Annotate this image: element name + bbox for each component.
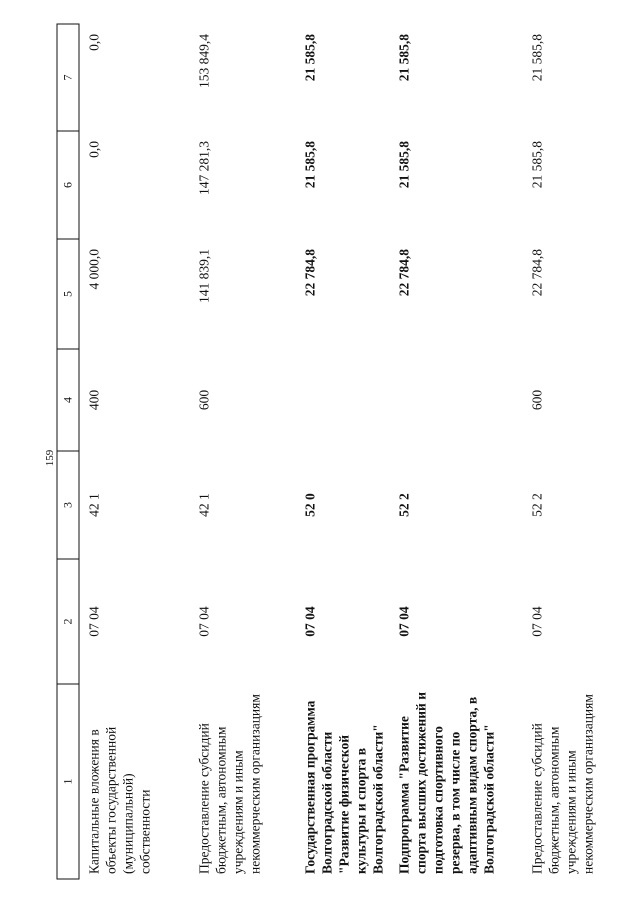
expense-type: 600 [196, 389, 212, 411]
value-col6: 21 585,8 [529, 141, 545, 189]
row-name: Предоставление субсидий бюджетным, автономным учреждениям и иным некоммерческим организациям [196, 694, 263, 874]
budget-table [57, 24, 609, 880]
table-row [79, 24, 190, 879]
target-code: 42 1 [86, 493, 102, 517]
table-row [296, 24, 390, 879]
value-col6: 0,0 [86, 141, 102, 158]
col-header-7: 7 [57, 24, 79, 131]
page-number: 159 [44, 449, 56, 467]
value-col5: 4 000,0 [86, 249, 102, 290]
col-header-1: 1 [57, 684, 79, 879]
value-col5: 22 784,8 [396, 249, 412, 297]
col-header-3: 3 [57, 451, 79, 559]
col-header-2: 2 [57, 559, 79, 684]
value-col6: 147 281,3 [196, 141, 212, 195]
table-row [523, 24, 609, 879]
col-header-6: 6 [57, 131, 79, 239]
row-name: Государственная программа Волгоградской области "Развитие физической культуры и спорта в Волгоградской области" [302, 700, 386, 874]
target-code: 42 1 [196, 493, 212, 517]
value-col7: 21 585,8 [302, 34, 318, 82]
section-code: 07 04 [396, 606, 412, 637]
section-code: 07 04 [196, 606, 212, 637]
row-name: Капитальные вложения в объекты государственной (муниципальной) собственности [86, 726, 153, 874]
target-code: 52 2 [529, 493, 545, 517]
header-row [57, 24, 79, 879]
value-col7: 153 849,4 [196, 34, 212, 88]
expense-type [390, 349, 523, 451]
target-code: 52 0 [302, 493, 318, 517]
expense-type: 600 [529, 389, 545, 411]
row-name: Подпрограмма "Развитие спорта высших достижений и подготовка спортивного резерва, в том числе по адаптивным видам спорта, в Волгоградской области" [396, 692, 497, 874]
table-row [190, 24, 296, 879]
value-col5: 22 784,8 [302, 249, 318, 297]
value-col7: 0,0 [86, 34, 102, 51]
value-col7: 21 585,8 [529, 34, 545, 82]
section-code: 07 04 [529, 606, 545, 637]
expense-type: 400 [86, 389, 102, 411]
value-col5: 22 784,8 [529, 249, 545, 297]
value-col6: 21 585,8 [302, 141, 318, 189]
row-name: Предоставление субсидий бюджетным, автономным учреждениям и иным некоммерческим организациям [529, 694, 596, 874]
section-code: 07 04 [86, 606, 102, 637]
value-col5: 141 839,1 [196, 249, 212, 303]
table-row [390, 24, 523, 879]
target-code: 52 2 [396, 493, 412, 517]
col-header-4: 4 [57, 349, 79, 451]
value-col7: 21 585,8 [396, 34, 412, 82]
col-header-5: 5 [57, 239, 79, 349]
budget-table-page [57, 25, 596, 880]
value-col6: 21 585,8 [396, 141, 412, 189]
section-code: 07 04 [302, 606, 318, 637]
expense-type [296, 349, 390, 451]
